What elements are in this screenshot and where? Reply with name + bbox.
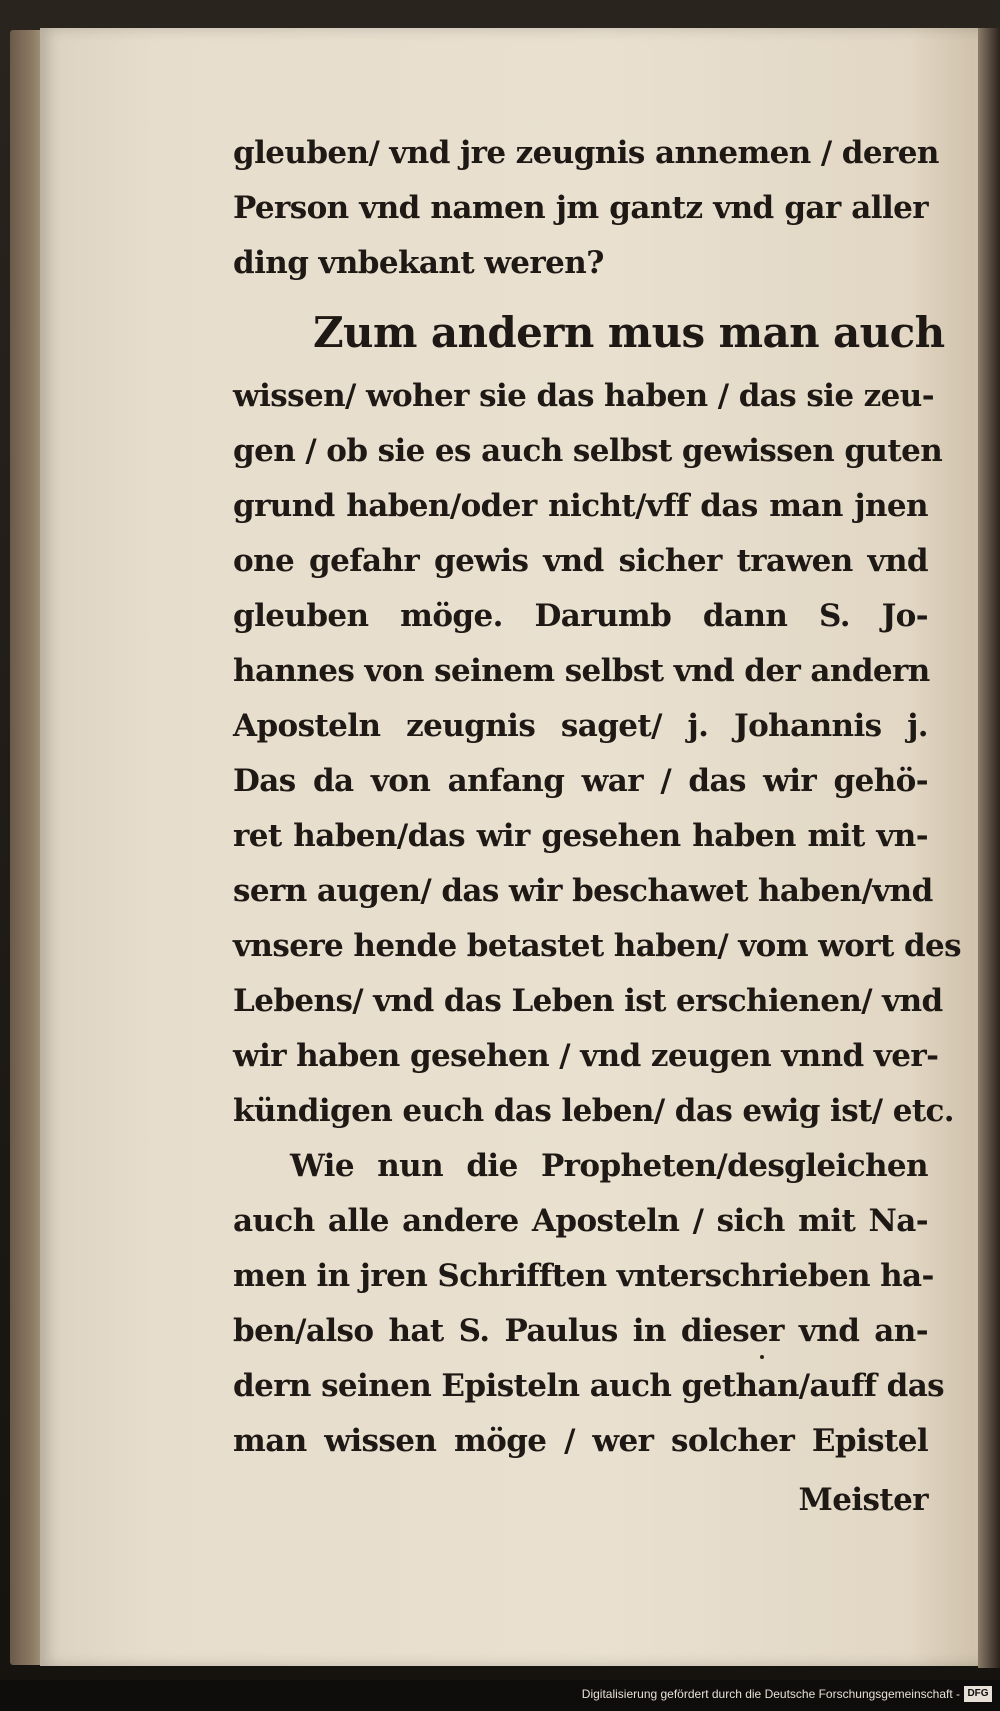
dfg-logo-icon: DFG bbox=[964, 1686, 992, 1702]
text-line: wissen/ woher sie das haben / das sie zeu- bbox=[233, 378, 934, 414]
text-line: men in jren Schrifften vnterschrieben ha- bbox=[233, 1258, 934, 1294]
text-line: sern augen/ das wir beschawet haben/vnd bbox=[233, 873, 933, 909]
text-line: ret haben/das wir gesehen haben mit vn- bbox=[233, 818, 928, 854]
text-line: kündigen euch das leben/ das ewig ist/ etc. bbox=[233, 1093, 955, 1129]
text-line: Aposteln zeugnis saget/ j. Johannis j. bbox=[233, 708, 928, 744]
text-line: gen / ob sie es auch selbst gewissen guten bbox=[233, 433, 943, 469]
text-line: Lebens/ vnd das Leben ist erschienen/ vnd bbox=[233, 983, 943, 1019]
text-line: grund haben/oder nicht/vff das man jnen bbox=[233, 488, 928, 524]
text-line: wir haben gesehen / vnd zeugen vnnd ver- bbox=[233, 1038, 939, 1074]
catchword: Meister bbox=[798, 1482, 928, 1518]
section-heading-line: Zum andern mus man auch bbox=[313, 308, 945, 357]
text-line: dern seinen Episteln auch gethan/auff das bbox=[233, 1368, 945, 1404]
page-text bbox=[233, 126, 961, 1528]
text-line: vnsere hende betastet haben/ vom wort des bbox=[233, 928, 961, 964]
text-line: Das da von anfang war / das wir gehö- bbox=[233, 763, 928, 799]
text-line: one gefahr gewis vnd sicher trawen vnd bbox=[233, 543, 928, 579]
digitization-footer bbox=[0, 1680, 1000, 1711]
paragraph-start-line: Wie nun die Propheten/desgleichen bbox=[290, 1148, 928, 1184]
text-line: gleuben möge. Darumb dann S. Jo- bbox=[233, 598, 928, 634]
page-edge-shadow bbox=[978, 28, 1000, 1668]
text-line: ben/also hat S. Paulus in dieser vnd an- bbox=[233, 1313, 928, 1349]
text-line: gleuben/ vnd jre zeugnis annemen / deren bbox=[233, 135, 939, 171]
text-line: Person vnd namen jm gantz vnd gar aller bbox=[233, 190, 928, 226]
text-line: man wissen möge / wer solcher Epistel bbox=[233, 1423, 928, 1459]
funding-credit: Digitalisierung gefördert durch die Deutsche Forschungsgemeinschaft - bbox=[581, 1687, 960, 1701]
text-line: hannes von seinem selbst vnd der andern bbox=[233, 653, 930, 689]
ink-speck bbox=[760, 1355, 764, 1359]
text-line: auch alle andere Aposteln / sich mit Na- bbox=[233, 1203, 928, 1239]
text-line: ding vnbekant weren? bbox=[233, 245, 604, 281]
